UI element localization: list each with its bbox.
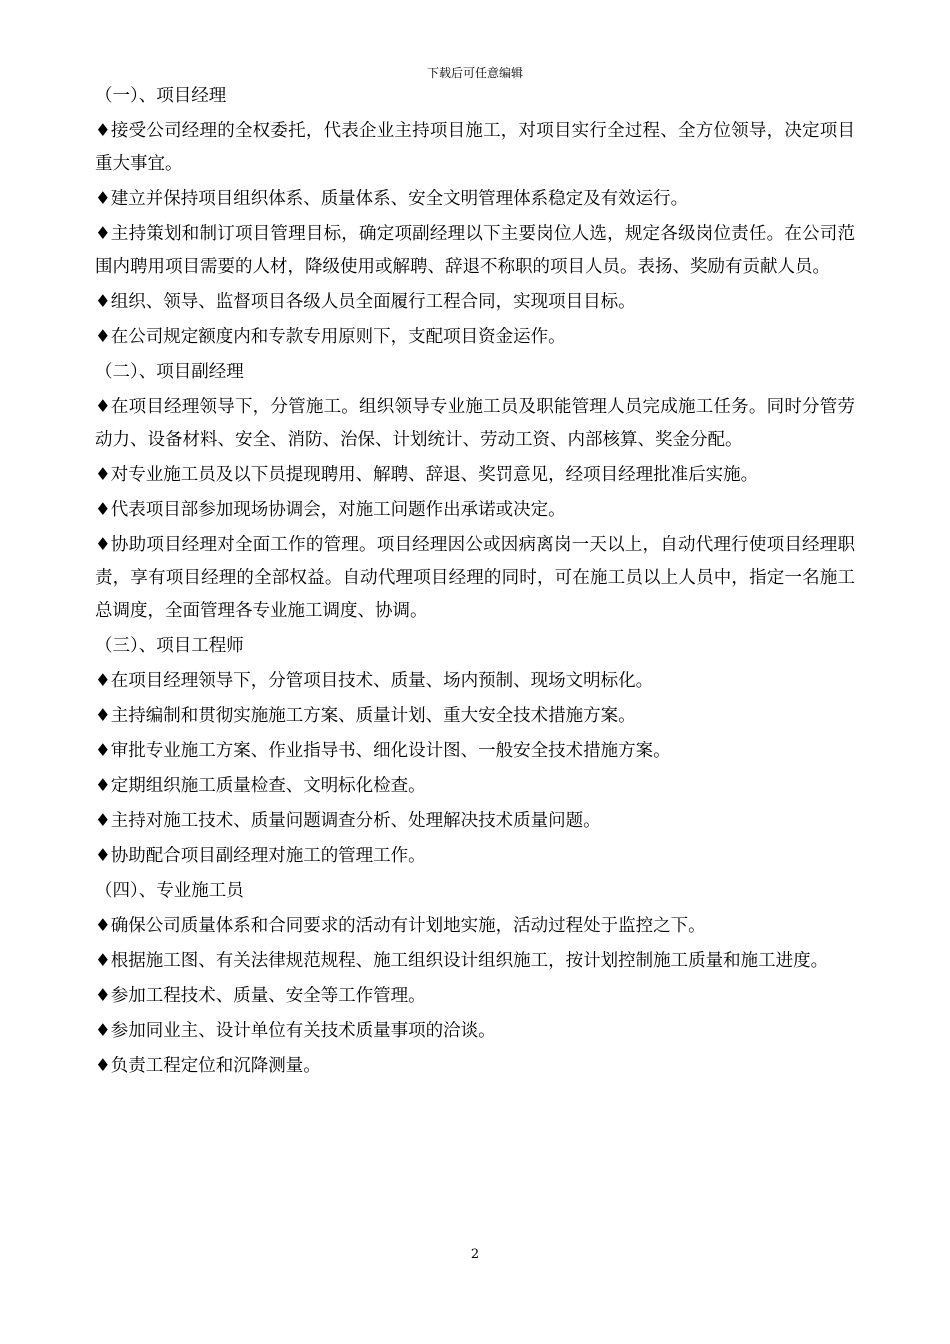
section-heading: （二）、项目副经理: [95, 362, 244, 382]
header-note: 下载后可任意编辑: [426, 66, 523, 80]
list-item: ♦协助配合项目副经理对施工的管理工作。: [95, 846, 426, 866]
list-item: ♦协助项目经理对全面工作的管理。项目经理因公或因病离岗一天以上，自动代理行使项目经理职责，享有项目经理的全部权益。自动代理项目经理的同时，可在施工员以上人员中，指定一名施工总调度，全面管理各专业施工调度、协调。: [95, 535, 855, 621]
list-item: ♦参加同业主、设计单位有关技术质量事项的洽谈。: [95, 1021, 496, 1041]
document-body: [95, 80, 855, 1085]
list-item: ♦主持对施工技术、质量问题调查分析、处理解决技术质量问题。: [95, 811, 601, 831]
section-project-engineer: [95, 630, 855, 873]
list-item: ♦对专业施工员及以下员提现聘用、解聘、辞退、奖罚意见，经项目经理批准后实施。: [95, 465, 759, 485]
section-heading: （三）、项目工程师: [95, 636, 244, 656]
list-item: ♦在项目经理领导下，分管项目技术、质量、场内预制、现场文明标化。: [95, 671, 654, 691]
list-item: ♦接受公司经理的全权委托，代表企业主持项目施工，对项目实行全过程、全方位领导，决定项目重大事宜。: [95, 121, 855, 174]
list-item: ♦在项目经理领导下，分管施工。组织领导专业施工员及职能管理人员完成施工任务。同时分管劳动力、设备材料、安全、消防、治保、计划统计、劳动工资、内部核算、奖金分配。: [95, 397, 855, 450]
list-item: ♦根据施工图、有关法律规范规程、施工组织设计组织施工，按计划控制施工质量和施工进度。: [95, 951, 829, 971]
list-item: ♦组织、领导、监督项目各级人员全面履行工程合同，实现项目目标。: [95, 292, 636, 312]
section-heading: （四）、专业施工员: [95, 881, 244, 901]
list-item: ♦主持策划和制订项目管理目标，确定项副经理以下主要岗位人选，规定各级岗位责任。在公司范围内聘用项目需要的人材，降级使用或解聘、辞退不称职的项目人员。表扬、奖励有贡献人员。: [95, 224, 855, 277]
list-item: ♦参加工程技术、质量、安全等工作管理。: [95, 986, 426, 1006]
section-deputy-manager: [95, 356, 855, 628]
list-item: ♦审批专业施工方案、作业指导书、细化设计图、一般安全技术措施方案。: [95, 741, 671, 761]
section-heading: （一）、项目经理: [95, 86, 227, 106]
list-item: ♦代表项目部参加现场协调会，对施工问题作出承诺或决定。: [95, 500, 566, 520]
list-item: ♦确保公司质量体系和合同要求的活动有计划地实施，活动过程处于监控之下。: [95, 916, 706, 936]
list-item: ♦建立并保持项目组织体系、质量体系、安全文明管理体系稳定及有效运行。: [95, 189, 689, 209]
list-item: ♦主持编制和贯彻实施施工方案、质量计划、重大安全技术措施方案。: [95, 706, 636, 726]
section-construction-staff: [95, 875, 855, 1083]
list-item: ♦负责工程定位和沉降测量。: [95, 1056, 321, 1076]
list-item: ♦定期组织施工质量检查、文明标化检查。: [95, 776, 426, 796]
list-item: ♦在公司规定额度内和专款专用原则下，支配项目资金运作。: [95, 327, 566, 347]
page-number: 2: [470, 1247, 480, 1262]
section-project-manager: [95, 80, 855, 354]
